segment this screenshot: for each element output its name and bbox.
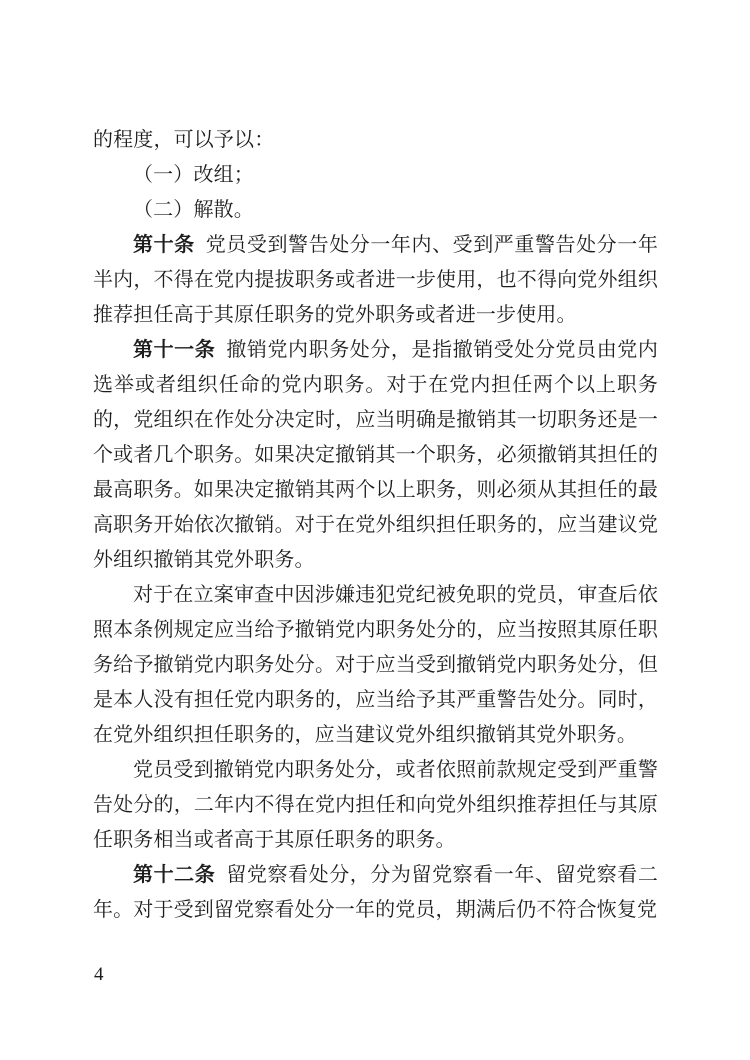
- article-10-text: 党员受到警告处分一年内、受到严重警告处分一年半内，不得在党内提拔职务或者进一步使用，也不得向党外组织推荐担任高于其原任职务的党外职务或者进一步使用。: [93, 234, 658, 326]
- paragraph-article-11-clause-3: 党员受到撤销党内职务处分，或者依照前款规定受到严重警告处分的，二年内不得在党内担任和向党外组织推荐担任与其原任职务相当或者高于其原任职务的职务。: [93, 759, 658, 851]
- paragraph-continuation: 的程度，可以予以：: [93, 129, 275, 151]
- list-item-1: （一）改组；: [133, 164, 254, 186]
- page-number: 4: [94, 964, 104, 985]
- paragraph-article-11-clause-2: 对于在立案审查中因涉嫌违犯党纪被免职的党员，审查后依照本条例规定应当给予撤销党内职务处分的，应当按照其原任职务给予撤销党内职务处分。对于应当受到撤销党内职务处分，但是本人没有担任党内职务的，应当给予其严重警告处分。同时，在党外组织担任职务的，应当建议党外组织撤销其党外职务。: [93, 584, 658, 746]
- article-11-number: 第十一条: [133, 339, 216, 361]
- paragraph-article-11: [93, 333, 658, 578]
- article-10-number: 第十条: [133, 234, 195, 256]
- paragraph-article-10: [93, 228, 658, 333]
- article-11-text: 撤销党内职务处分，是指撤销受处分党员由党内选举或者组织任命的党内职务。对于在党内担任两个以上职务的，党组织在作处分决定时，应当明确是撤销其一切职务还是一个或者几个职务。如果决定撤销其一个职务，必须撤销其担任的最高职务。如果决定撤销其两个以上职务，则必须从其担任的最高职务开始依次撤销。对于在党外组织担任职务的，应当建议党外组织撤销其党外职务。: [93, 339, 658, 571]
- document-body: [93, 123, 658, 928]
- list-item-2: （二）解散。: [133, 199, 254, 221]
- article-12-number: 第十二条: [133, 864, 216, 886]
- article-12-text: 留党察看处分，分为留党察看一年、留党察看二年。对于受到留党察看处分一年的党员，期满后仍不符合恢复党: [93, 864, 658, 921]
- paragraph-article-12: [93, 858, 658, 928]
